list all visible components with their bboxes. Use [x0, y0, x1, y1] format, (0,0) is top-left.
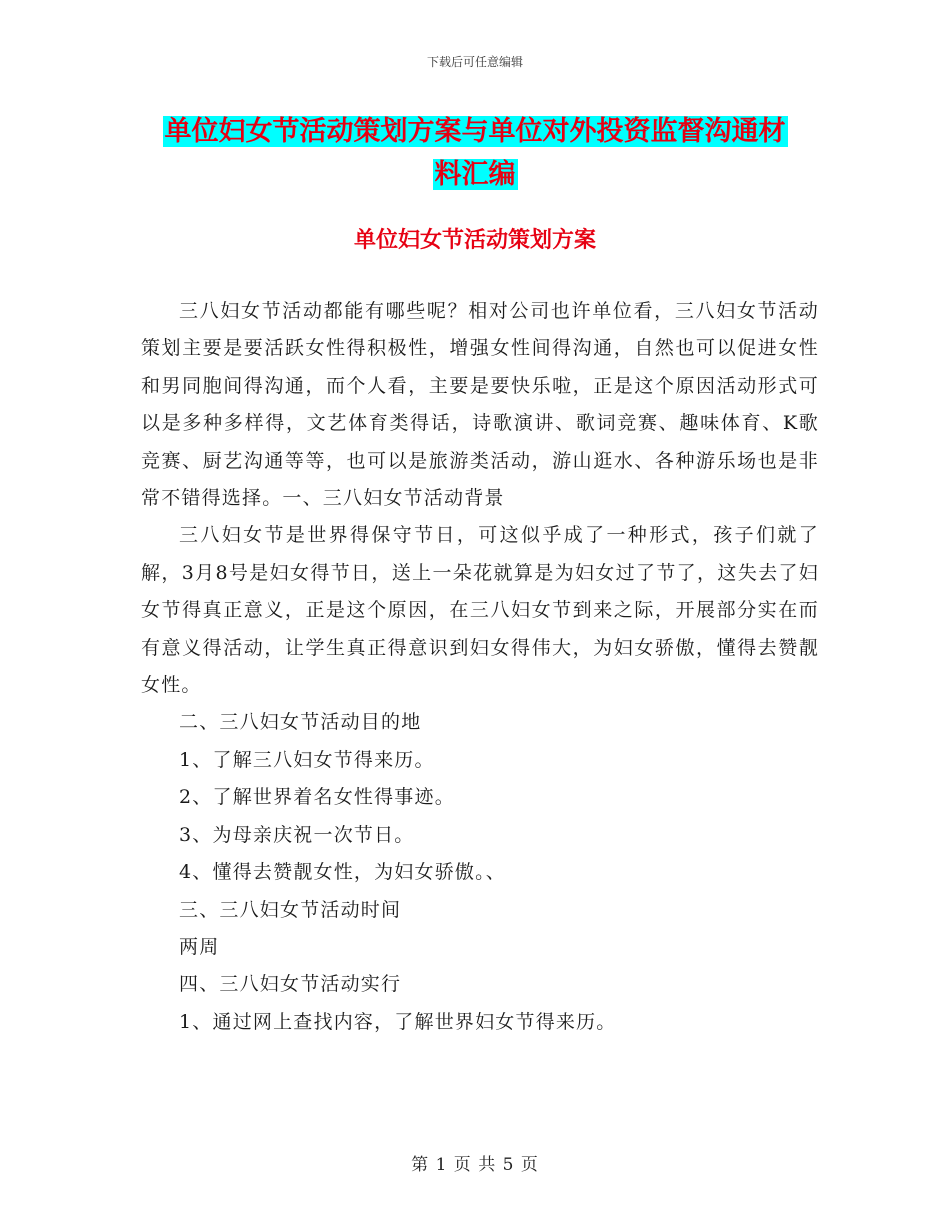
list-item-purpose-4: 4、懂得去赞靓女性，为妇女骄傲。、 — [179, 861, 506, 884]
paragraph-background-detail: 三八妇女节是世界得保守节日，可这似乎成了一种形式，孩子们就了解，3月8号是妇女得节日，送上一朵花就算是为妇女过了节了，这失去了妇女节得真正意义，正是这个原因，在三八妇女节到来之际，开展部分实在而有意义得活动，让学生真正得意识到妇女得伟大，为妇女骄傲，懂得去赞靓女性。 — [141, 524, 819, 697]
paragraph-time: 两周 — [179, 935, 220, 958]
heading-purpose: 二、三八妇女节活动目的地 — [179, 711, 422, 734]
document-body — [141, 293, 819, 1041]
document-title-line-2 — [0, 155, 950, 195]
list-item-purpose-3: 3、为母亲庆祝一次节日。 — [179, 823, 415, 846]
document-title-text-2: 料汇编 — [434, 159, 516, 190]
document-title-text-1: 单位妇女节活动策划方案与单位对外投资监督沟通材 — [164, 116, 786, 147]
heading-implementation: 四、三八妇女节活动实行 — [179, 973, 402, 996]
document-title-line-1 — [0, 112, 950, 152]
heading-time: 三、三八妇女节活动时间 — [179, 898, 402, 921]
list-item-implementation-1: 1、通过网上查找内容，了解世界妇女节得来历。 — [179, 1010, 617, 1033]
list-item-purpose-2: 2、了解世界着名女性得事迹。 — [179, 786, 455, 809]
list-item-purpose-1: 1、了解三八妇女节得来历。 — [179, 748, 435, 771]
section-title: 单位妇女节活动策划方案 — [353, 228, 596, 253]
page-footer: 第 1 页 共 5 页 — [411, 1155, 539, 1175]
header-note: 下载后可任意编辑 — [426, 55, 523, 69]
paragraph-background: 三八妇女节活动都能有哪些呢？相对公司也许单位看，三八妇女节活动策划主要是要活跃女性得积极性，增强女性间得沟通，自然也可以促进女性和男同胞间得沟通，而个人看，主要是要快乐啦，正是这个原因活动形式可以是多种多样得，文艺体育类得话，诗歌演讲、歌词竞赛、趣味体育、K歌竞赛、厨艺沟通等等，也可以是旅游类活动，游山逛水、各种游乐场也是非常不错得选择。一、三八妇女节活动背景 — [141, 300, 819, 510]
